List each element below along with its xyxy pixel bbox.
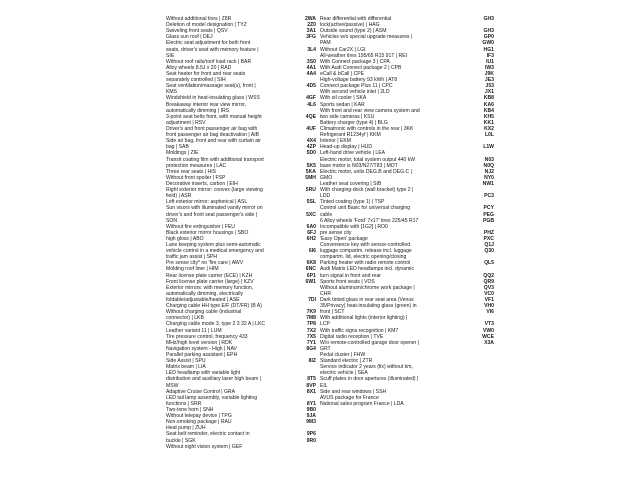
option-description-line: Without Car2X | LGI xyxy=(320,46,366,53)
option-code: 9B0 xyxy=(306,407,316,413)
option-code: WCE xyxy=(482,333,494,340)
option-description-line: eCall & bCall | CPE xyxy=(320,70,365,77)
option-description-line: Connect package Plus 11 | CPC xyxy=(320,83,393,90)
option-description-line: National sales program France | LDA xyxy=(320,400,404,407)
option-description-line: Lane keeping system plus semi-automatic xyxy=(166,242,261,249)
option-description-line: Digital radio reception | TVE xyxy=(320,333,384,340)
option-description-line: Seat ventilation/massage seat(s), front | xyxy=(166,83,256,90)
option-code: 7P8 xyxy=(306,321,316,328)
option-description-line: With additional lights (interior lighting) | xyxy=(320,315,408,322)
option-code: QL5 xyxy=(484,260,494,267)
option-description-line: Interior | EKM xyxy=(320,138,352,145)
option-description-line: Matrix beam | LIA xyxy=(166,364,206,371)
option-description-line: base motor is N03/N27/T83 | MOT xyxy=(320,162,398,169)
option-description-line: Side and rear windows | SSH xyxy=(320,388,387,395)
right-description-column xyxy=(320,16,470,407)
option-code: 7K9 xyxy=(306,309,316,316)
option-description-line: Swiveling front seats | QSV xyxy=(166,28,228,35)
option-code: 5RU xyxy=(305,187,316,194)
option-description-line: pre sense city xyxy=(320,229,352,236)
option-code: 4ZP xyxy=(306,144,316,151)
option-code: 6I6 xyxy=(308,248,316,255)
option-description-line: Moldings | ZIE xyxy=(166,150,199,157)
option-code: J9K xyxy=(484,70,494,77)
option-description-line: buckle | SGK xyxy=(166,437,196,444)
option-description-line: Dark tinted glass in rear seat area (Venus xyxy=(320,297,414,304)
option-code: IF3 xyxy=(486,52,494,59)
option-description-line: Left exterior mirror: aspherical | ASL xyxy=(166,199,248,206)
option-code: KH5 xyxy=(483,113,494,120)
option-code: KA6 xyxy=(483,101,494,108)
option-description-line: Front license plate carrier (large) | KZV xyxy=(166,278,254,285)
option-description-line: Electric motor, units DEG.B and DEG.C | xyxy=(320,168,412,175)
option-description-line: Without roof rails/roof load rack | BAR xyxy=(166,58,252,65)
option-description-line: turn signal in front and rear xyxy=(320,272,381,279)
option-description-line: Audi Matrix LED headlamps incl. dynamic xyxy=(320,266,414,273)
option-code: 7DI xyxy=(308,297,316,304)
option-code: 3S0 xyxy=(306,58,316,65)
option-description-line: distribution and auxiliary laser high beam | xyxy=(166,376,262,383)
option-description-line: Without fire extinguisher | FEU xyxy=(166,223,235,230)
option-description-line: Electric seat adjustment for both front xyxy=(166,40,251,47)
option-code: 7Y1 xyxy=(306,339,316,346)
option-description-line: driver's and front seat passenger's side | xyxy=(166,211,258,218)
option-code: 4D5 xyxy=(306,83,316,90)
option-description-line: MSW xyxy=(166,382,179,389)
option-description-line: Charging cable mode 3, type 2 3 32 A | LKC xyxy=(166,321,266,328)
option-description-line: Black exterior mirror housings | SBO xyxy=(166,229,249,236)
option-code: NJ2 xyxy=(484,168,494,175)
option-description-line: luggage compartm. release incl. luggage xyxy=(320,248,412,255)
option-description-line: LED tail lamp assembly, variable lighting xyxy=(166,394,258,401)
option-description-line: front passenger air bag deactivation | AIB xyxy=(166,132,260,139)
option-description-line: Control unit Basic for universal charging xyxy=(320,205,411,212)
option-code: NY0 xyxy=(484,174,494,181)
option-code: L1W xyxy=(483,144,494,151)
option-code: QV3 xyxy=(483,284,494,291)
option-description-line: Rear license plate carrier (ECE) | KZH xyxy=(166,272,253,279)
option-description-line: 'Easy Open' package xyxy=(320,235,368,242)
option-code: 4A4 xyxy=(306,70,316,77)
option-description-line: Without charging cable (industrial xyxy=(166,309,242,316)
option-description-line: vehicle control in a medical emergency and xyxy=(166,248,264,255)
option-description-line: traffic jam assist | SPH xyxy=(166,254,218,261)
option-description-line: With Audi Connect package 2 | CPB xyxy=(320,64,402,71)
option-description-line: foldable/adjustable/heated | ASE xyxy=(166,297,240,304)
option-description-line: GMO xyxy=(320,174,333,181)
option-description-line: Sun visors with illuminated vanity mirror on xyxy=(166,205,263,212)
option-description-line: Molding roof liner | HIM xyxy=(166,266,219,273)
option-code: PCY xyxy=(483,205,494,212)
option-code: 4L6 xyxy=(307,101,316,108)
option-code: PGB xyxy=(482,217,494,224)
option-code: 9P6 xyxy=(306,431,316,438)
option-description-line: Incompatible with [1G2] | RO0 xyxy=(320,223,388,230)
option-code: 9JA xyxy=(306,413,316,420)
option-code: GH3 xyxy=(483,16,494,22)
option-description-line: SIE xyxy=(166,52,175,59)
option-description-line: Pre sense city* no 'fire care | AWV xyxy=(166,260,244,267)
option-description-line: Driver's and front passenger air bag with xyxy=(166,125,258,132)
option-code: 4A1 xyxy=(306,64,316,71)
option-code: PHZ xyxy=(483,229,494,236)
option-code: VH0 xyxy=(484,303,494,310)
left-code-column xyxy=(292,16,316,444)
option-code: KB4 xyxy=(483,107,494,114)
option-description-line: cable xyxy=(320,211,333,218)
option-description-line: compartm. lid, electric opening/closing xyxy=(320,254,407,261)
option-code: 6NC xyxy=(305,266,316,273)
option-code: GW0 xyxy=(482,40,494,47)
option-code: KK1 xyxy=(483,119,494,126)
option-code: N0Q xyxy=(483,162,494,169)
option-code: 2WA xyxy=(304,16,316,22)
option-code: PEG xyxy=(483,211,494,218)
option-description-line: With charging-dock (wall bracket) type 2 | xyxy=(320,187,414,194)
option-code: NW1 xyxy=(482,180,494,187)
option-description-line: Pedal cluster | FHW xyxy=(320,352,366,359)
option-code: GP0 xyxy=(483,34,494,41)
option-code: 4UF xyxy=(306,125,316,132)
option-description-line: EIL xyxy=(320,382,328,389)
option-code: 5KA xyxy=(305,168,316,175)
option-description-line: high gloss | ABO xyxy=(166,235,204,242)
option-code: L0L xyxy=(484,132,494,139)
option-description-line: Right exterior mirror: convex (large viewing xyxy=(166,187,263,194)
option-description-line: Side air bag, front and rear with curtain air xyxy=(166,138,261,145)
option-description-line: Rear differential with differential xyxy=(320,16,392,22)
option-code: 8Y1 xyxy=(306,400,316,407)
option-description-line: automatically dimming | IRS xyxy=(166,107,230,114)
option-code: 8T5 xyxy=(307,376,316,383)
option-description-line: With Connect package 3 | CPA xyxy=(320,58,390,65)
option-code: 4QE xyxy=(305,113,316,120)
option-description-line: LDD xyxy=(320,193,331,200)
option-description-line: Tinted coating (type 1) | TSP xyxy=(320,199,385,206)
option-code: 9M3 xyxy=(306,419,316,426)
option-description-line: 6 Alloy wheels 'Ford' 7x17' tires 225/45 R17 xyxy=(320,217,419,224)
option-description-line: 3-point seat belts front, with manual height xyxy=(166,113,262,120)
option-code: 8G4 xyxy=(306,345,316,352)
option-description-line: Alloy wheels 8.5J x 20 | RAD xyxy=(166,64,232,71)
option-description-line: Vehicles w/o special upgrade measures | xyxy=(320,34,413,41)
option-code: VT3 xyxy=(484,321,494,328)
option-code: 4X4 xyxy=(306,138,316,145)
option-description-line: automatically dimming, electrically xyxy=(166,290,243,297)
option-description-line: Decorative inserts, carbon | EIH xyxy=(166,180,238,187)
option-description-line: Parking heater with radio remote control xyxy=(320,260,411,267)
option-code: 8VP xyxy=(306,382,316,389)
option-code: 5K5 xyxy=(306,162,316,169)
option-description-line: Glass sun roof | DEJ xyxy=(166,34,213,41)
option-code: 5XC xyxy=(306,211,316,218)
option-code: Q1J xyxy=(484,242,494,249)
option-description-line: Without front spoiler | FSP xyxy=(166,174,226,181)
option-description-line: adjustment | RSV xyxy=(166,119,206,126)
option-description-line: All-weather tires 195/65 R15 91T | REI xyxy=(320,52,408,59)
option-code: 5D0 xyxy=(306,150,316,157)
option-code: 7M8 xyxy=(306,315,316,322)
option-description-line: LCP xyxy=(320,321,330,328)
option-description-line: Three rear seats | HIS xyxy=(166,168,217,175)
option-description-line: Seat heater for front and rear seats xyxy=(166,70,246,77)
option-code: IU1 xyxy=(486,58,494,65)
option-code: VF1 xyxy=(484,297,494,304)
option-description-line: AVUS package for France xyxy=(320,394,379,401)
option-code: N03 xyxy=(484,156,494,163)
option-code: 6FJ xyxy=(307,229,316,236)
option-description-line: Side Assist | SPU xyxy=(166,358,206,365)
option-code: Q30 xyxy=(484,248,494,255)
option-description-line: Two-tone horn | SNH xyxy=(166,407,214,413)
option-code: HG1 xyxy=(483,46,494,53)
option-description-line: High-voltage battery 93 kWh | AT8 xyxy=(320,77,398,84)
option-description-line: Transit coating film with additional transport xyxy=(166,156,264,163)
option-description-line: Tire pressure control, frequency 433 xyxy=(166,333,248,340)
option-code: 3A1 xyxy=(306,28,316,35)
option-code: 2Z0 xyxy=(307,22,316,29)
option-description-line: With oil cooler | SKA xyxy=(320,95,367,102)
option-description-line: Battery charger (type 4) | BLG xyxy=(320,119,388,126)
option-description-line: LED headlamp with variable light xyxy=(166,370,241,377)
option-description-line: With front and rear view camera system and xyxy=(320,107,420,114)
option-code: 8IZ xyxy=(308,358,316,365)
option-description-line: Refrigerant R1234yf | KKM xyxy=(320,132,381,139)
option-code: JE3 xyxy=(484,77,494,84)
option-description-line: separately controlled | SIH xyxy=(166,77,226,84)
option-description-line: Without additional tires | Z8R xyxy=(166,16,232,22)
option-description-line: Heat pump | ZUH xyxy=(166,425,206,432)
option-description-line: seats, driver's seat with memory feature | xyxy=(166,46,259,53)
option-code: KX2 xyxy=(484,125,494,132)
option-description-line: Breakaway interior rear view mirror, xyxy=(166,101,247,108)
option-description-line: Parallel parking assistant | EPH xyxy=(166,352,238,359)
option-code: 7X2 xyxy=(306,327,316,334)
option-description-line: PAM xyxy=(320,40,331,47)
option-description-line: Outside sound (type 2) | ASM xyxy=(320,28,387,35)
option-description-line: Seat belt reminder, electric contact in xyxy=(166,431,250,438)
option-description-line: Left-hand drive vehicle | LEA xyxy=(320,150,386,157)
option-description-line: Climatronic with controls in the rear | 3KK xyxy=(320,125,414,132)
option-description-line: electric vehicle | SEA xyxy=(320,370,368,377)
option-description-line: Deletion of model designation | TYZ xyxy=(166,22,247,29)
option-code: PC3 xyxy=(484,193,494,200)
option-description-line: 35/Privacy) heat-insulating glass (green) in xyxy=(320,303,417,310)
option-code: IW3 xyxy=(484,64,494,71)
option-description-line: Scuff plates in door apertures (illuminated) | xyxy=(320,376,419,383)
option-description-line: Without aluminum/chrome work package | xyxy=(320,284,415,291)
option-description-line: Head-up display | HUD xyxy=(320,144,372,151)
option-description-line: With traffic signs recognition | KM7 xyxy=(320,327,399,334)
option-description-line: Windshield in heat-insulating glass | WSS xyxy=(166,95,260,102)
option-code: J53 xyxy=(485,83,494,90)
left-description-column xyxy=(166,16,288,450)
option-code: 6H2 xyxy=(306,235,316,242)
option-code: 6K8 xyxy=(306,260,316,267)
option-description-line: Without telepay device | TPG xyxy=(166,413,232,420)
option-code: 7X5 xyxy=(306,333,316,340)
option-description-line: With second vehicle inlet | 2LD xyxy=(320,89,390,96)
option-code: 6A0 xyxy=(306,223,316,230)
option-code: GH3 xyxy=(483,28,494,35)
option-description-line: functions | SRR xyxy=(166,400,202,407)
option-description-line: connector) | LKB xyxy=(166,315,204,322)
option-description-line: two side cameras | KSU xyxy=(320,113,375,120)
option-code: KB8 xyxy=(483,95,494,102)
option-description-line: lock(active/passive) | HAG xyxy=(320,22,380,29)
option-code: PXC xyxy=(483,235,494,242)
option-description-line: SON xyxy=(166,217,178,224)
option-code: 3L4 xyxy=(307,46,316,53)
option-description-line: CHR xyxy=(320,290,332,297)
option-description-line: front | SCT xyxy=(320,309,345,316)
option-code: X3A xyxy=(484,339,494,346)
option-description-line: Sports front seats | VOS xyxy=(320,278,375,285)
option-description-line: Standard electric | ZTR xyxy=(320,358,373,365)
option-code: VC0 xyxy=(484,290,494,297)
option-description-line: Service indicator 2 years (fix) without km, xyxy=(320,364,413,371)
option-code: QQ2 xyxy=(483,272,494,279)
option-description-line: Without night vision system | GEF xyxy=(166,443,243,450)
option-description-line: Convenience key with sensor-controlled xyxy=(320,242,411,249)
option-description-line: Non-smoking package | RAU xyxy=(166,419,232,426)
option-description-line: GRT xyxy=(320,345,331,352)
option-description-line: field) | ASR xyxy=(166,193,192,200)
option-description-line: Charging cable HH type E/F (DT/FR) (B A) xyxy=(166,303,262,310)
option-code: JX1 xyxy=(484,89,494,96)
option-code: QR9 xyxy=(483,278,494,285)
option-code: 8X1 xyxy=(306,388,316,395)
option-code: 4GF xyxy=(306,95,316,102)
right-code-column xyxy=(474,16,494,346)
option-code: 6P1 xyxy=(306,272,316,279)
option-code: 3FG xyxy=(306,34,316,41)
option-description-line: Adaptive Cruise Control | GRA xyxy=(166,388,235,395)
option-description-line: Electric motor, total system output 440 kW xyxy=(320,156,416,163)
option-code: 6W1 xyxy=(305,278,316,285)
option-description-line: protection measures | LAC xyxy=(166,162,227,169)
option-code: 9R0 xyxy=(306,437,316,444)
option-description-line: Navigation system - High | NAV xyxy=(166,345,237,352)
option-description-line: W/o remote-controlled garage door opener | xyxy=(320,339,420,346)
option-description-line: Exterior mirrors: with memory function, xyxy=(166,284,254,291)
option-code: VI6 xyxy=(486,309,494,316)
option-description-line: Leather seat covering | SIB xyxy=(320,180,382,187)
option-description-line: Sports sedan | KAR xyxy=(320,101,365,108)
option-description-line: bag | SAB xyxy=(166,144,189,151)
option-description-line: KMS xyxy=(166,89,178,96)
option-description-line: MHz/high level version | RDK xyxy=(166,339,233,346)
option-code: VW0 xyxy=(482,327,494,334)
option-code: 5SL xyxy=(306,199,316,206)
option-code: 5MH xyxy=(305,174,316,181)
option-description-line: Leather variant 11 | LUM xyxy=(166,327,222,334)
